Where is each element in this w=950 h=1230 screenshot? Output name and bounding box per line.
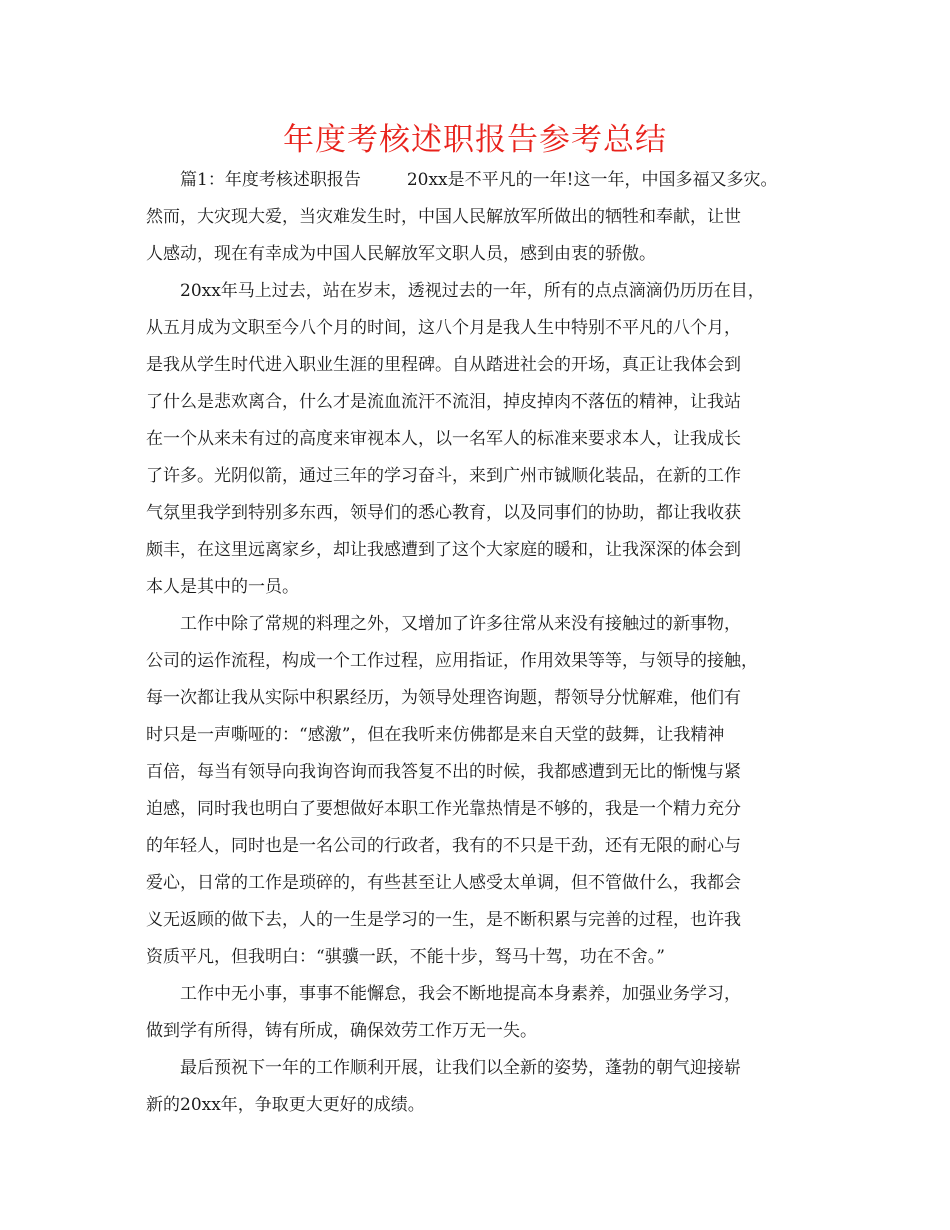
text-line: 是我从学生时代进入职业生涯的里程碑。自从踏进社会的开场，真正让我体会到 (146, 355, 741, 375)
text-line: 迫感，同时我也明白了要想做好本职工作光靠热情是不够的，我是一个精力充分 (146, 799, 741, 819)
text-line: 新的20xx年，争取更大更好的成绩。 (146, 1095, 425, 1115)
document-title: 年度考核述职报告参考总结 (283, 122, 667, 158)
text-line: 最后预祝下一年的工作顺利开展，让我们以全新的姿势，蓬勃的朝气迎接崭 (180, 1058, 741, 1078)
text-line: 百倍，每当有领导向我询咨询而我答复不出的时候，我都感遭到无比的惭愧与紧 (146, 762, 741, 782)
text-line: 人感动，现在有幸成为中国人民解放军文职人员，感到由衷的骄傲。 (146, 244, 656, 264)
text-line: 气氛里我学到特别多东西，领导们的悉心教育，以及同事们的协助，都让我收获 (146, 503, 741, 523)
text-line: 颇丰，在这里远离家乡，却让我感遭到了这个大家庭的暖和，让我深深的体会到 (146, 540, 741, 560)
text-line: 本人是其中的一员。 (146, 577, 299, 597)
text-line: 了什么是悲欢离合，什么才是流血流汗不流泪，掉皮掉肉不落伍的精神，让我站 (146, 392, 741, 412)
text-line: 了许多。光阴似箭，通过三年的学习奋斗，来到广州市铖顺化装品，在新的工作 (146, 466, 741, 486)
text-line: 义无返顾的做下去，人的一生是学习的一生，是不断积累与完善的过程，也许我 (146, 910, 741, 930)
text-line: 然而，大灾现大爱，当灾难发生时，中国人民解放军所做出的牺牲和奉献，让世 (146, 207, 741, 227)
text-line: 工作中除了常规的料理之外，又增加了许多往常从来没有接触过的新事物， (180, 614, 741, 634)
text-line: 工作中无小事，事事不能懈怠，我会不断地提高本身素养，加强业务学习， (180, 984, 741, 1004)
text-line: 每一次都让我从实际中积累经历，为领导处理咨询题，帮领导分忧解难，他们有 (146, 688, 741, 708)
text-line (180, 165, 777, 195)
text-line: 在一个从来未有过的高度来审视本人，以一名军人的标准来要求本人，让我成长 (146, 429, 741, 449)
text-line-segment: 20xx是不平凡的一年!这一年，中国多福又多灾。 (406, 170, 778, 190)
text-line: 的年轻人，同时也是一名公司的行政者，我有的不只是干劲，还有无限的耐心与 (146, 836, 741, 856)
text-line: 爱心，日常的工作是琐碎的，有些甚至让人感受太单调，但不管做什么，我都会 (146, 873, 741, 893)
section-heading: 篇1：年度考核述职报告 (180, 170, 361, 190)
text-line: 资质平凡，但我明白：“骐骥一跃，不能十步，驽马十驾，功在不舍。” (146, 947, 665, 967)
text-line: 做到学有所得，铸有所成，确保效劳工作万无一失。 (146, 1021, 537, 1041)
text-line: 从五月成为文职至今八个月的时间，这八个月是我人生中特别不平凡的八个月， (146, 318, 741, 338)
text-line: 20xx年马上过去，站在岁末，透视过去的一年，所有的点点滴滴仍历历在目， (180, 281, 765, 301)
text-line: 公司的运作流程，构成一个工作过程，应用指证，作用效果等等，与领导的接触， (146, 651, 758, 671)
text-line: 时只是一声嘶哑的：“感激”，但在我听来仿佛都是来自天堂的鼓舞，让我精神 (146, 725, 725, 745)
